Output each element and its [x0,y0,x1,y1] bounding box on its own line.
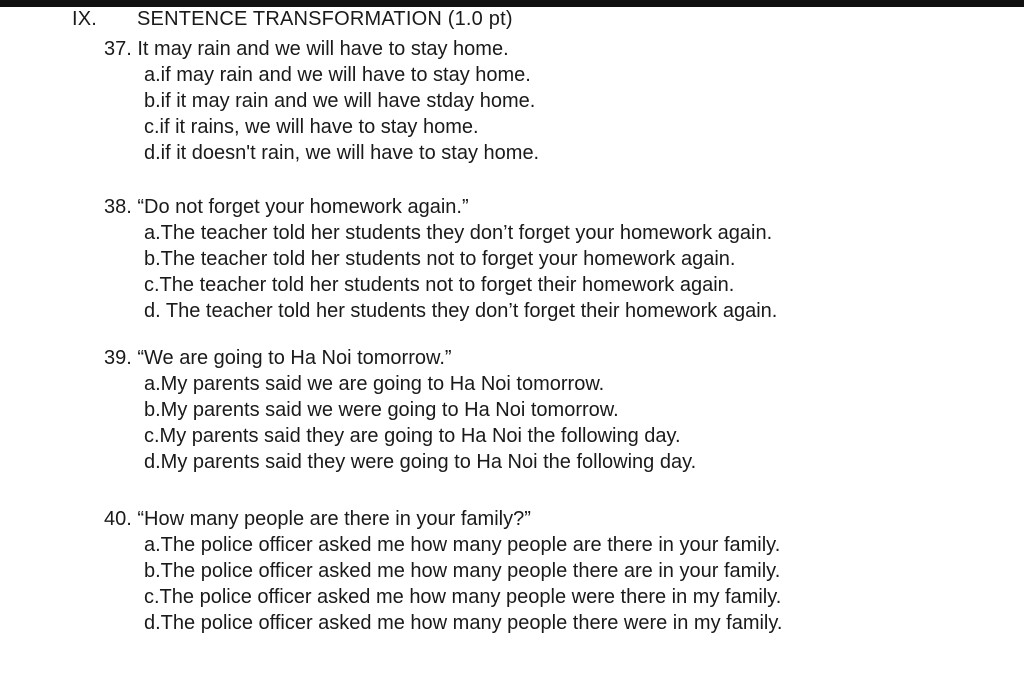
option-a: a.The police officer asked me how many people are there in your family. [144,534,781,556]
question-stem: 38. “Do not forget your homework again.” [104,196,469,218]
option-d: d.The police officer asked me how many people there were in my family. [144,612,783,634]
section-number: IX. [72,8,98,30]
question-38 [104,194,904,324]
option-list [104,371,904,475]
question-stem: 40. “How many people are there in your family?” [104,508,531,530]
option-a: a.My parents said we are going to Ha Noi tomorrow. [144,373,605,395]
section-heading [72,8,513,31]
option-c: c.The teacher told her students not to forget their homework again. [144,274,735,296]
option-b: b.The teacher told her students not to forget your homework again. [144,248,736,270]
option-d: d. The teacher told her students they don’t forget their homework again. [144,300,778,322]
option-list [104,220,904,324]
option-d: d.if it doesn't rain, we will have to stay home. [144,142,540,164]
option-a: a.if may rain and we will have to stay home. [144,64,531,86]
section-title: SENTENCE TRANSFORMATION (1.0 pt) [137,8,513,30]
option-a: a.The teacher told her students they don’t forget your homework again. [144,222,773,244]
option-list [104,62,904,166]
question-stem: 37. It may rain and we will have to stay home. [104,38,509,60]
question-39 [104,345,904,475]
option-b: b.My parents said we were going to Ha Noi tomorrow. [144,399,619,421]
question-stem: 39. “We are going to Ha Noi tomorrow.” [104,347,452,369]
option-c: c.if it rains, we will have to stay home. [144,116,479,138]
option-c: c.The police officer asked me how many people were there in my family. [144,586,782,608]
question-40 [104,506,904,636]
option-b: b.The police officer asked me how many people there are in your family. [144,560,781,582]
option-list [104,532,904,636]
question-37 [104,36,904,166]
option-c: c.My parents said they are going to Ha Noi the following day. [144,425,681,447]
option-d: d.My parents said they were going to Ha Noi the following day. [144,451,697,473]
option-b: b.if it may rain and we will have stday home. [144,90,536,112]
